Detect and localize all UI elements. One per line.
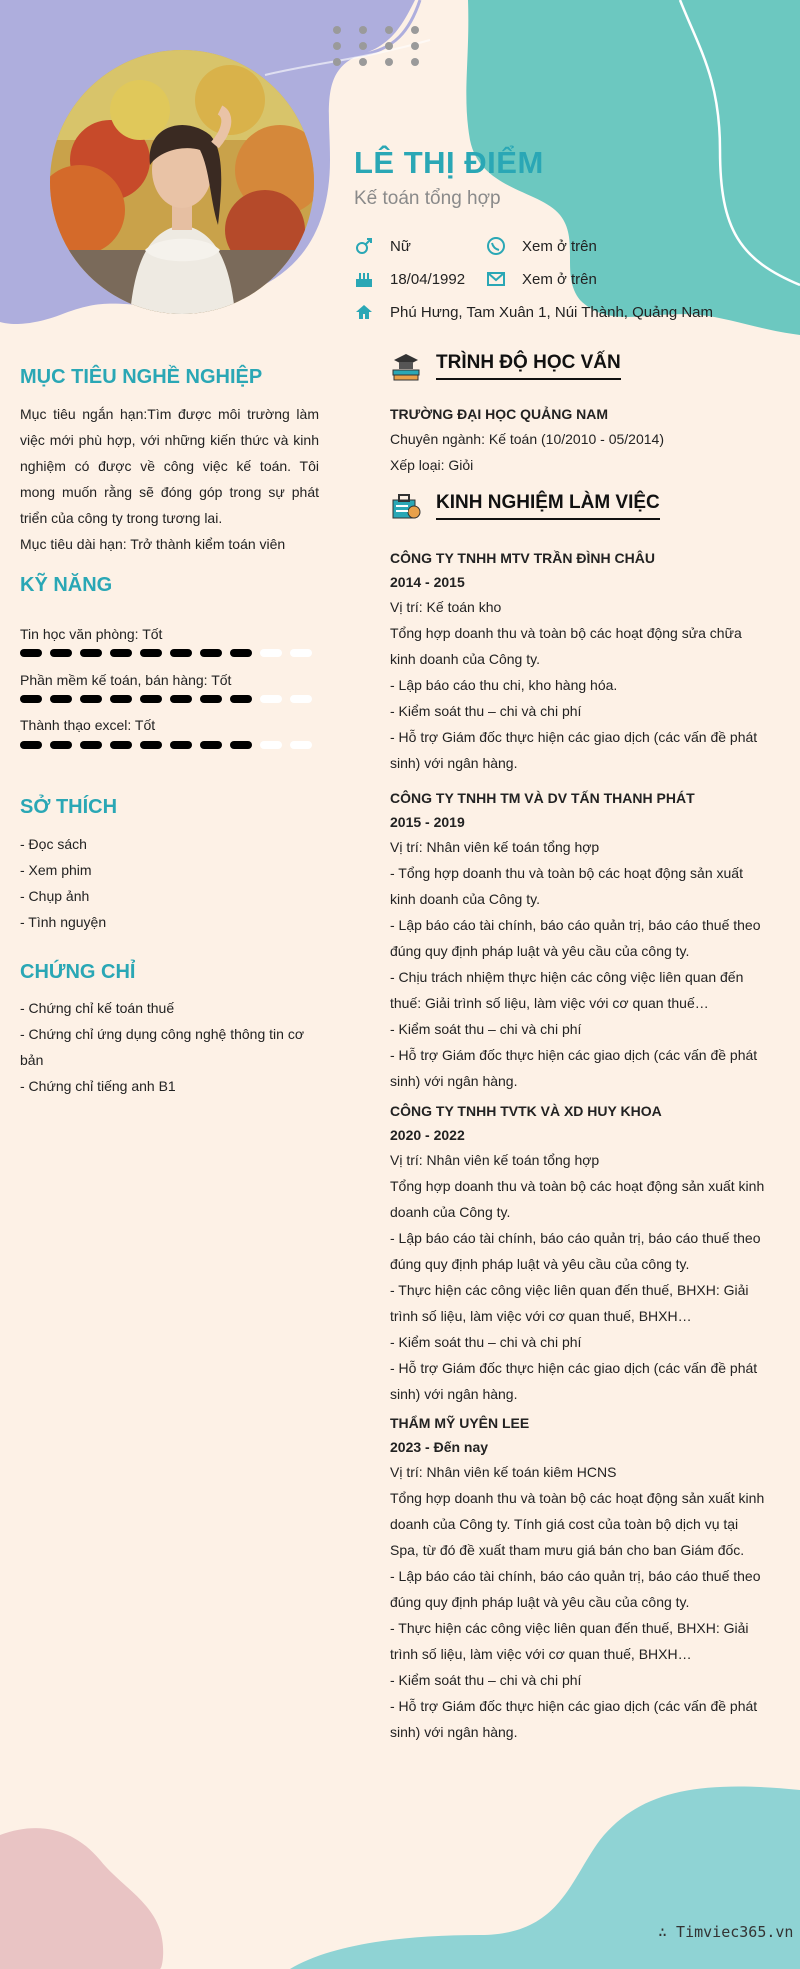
hobbies-title: SỞ THÍCH xyxy=(20,796,118,818)
skills-title: KỸ NĂNG xyxy=(20,574,113,596)
job-years: 2023 - Đến nay xyxy=(390,1439,489,1455)
hobby-item: - Chụp ảnh xyxy=(20,888,90,904)
job-line: - Chịu trách nhiệm thực hiện các công việc liên quan đến thuế: Giải trình số liệu, làm việc với cơ quan thuế… xyxy=(390,969,744,1011)
job-line: - Lập báo cáo tài chính, báo cáo quản trị, báo cáo thuế theo đúng quy định pháp luật và yêu cầu của công ty. xyxy=(390,1568,761,1610)
job-title: Kế toán tổng hợp xyxy=(354,188,501,209)
objective-short: Mục tiêu ngắn hạn:Tìm được môi trường làm việc mới phù hợp, với những kiến thức và kinh nghiệm có được về công việc kế toán. Tôi mong muốn rằng sẽ đóng góp trong sự phát triển của công ty trong tương lai. xyxy=(20,406,319,526)
phone-row xyxy=(486,236,597,256)
address-row xyxy=(354,302,713,322)
skill-dash-filled xyxy=(140,741,162,749)
skill-dash-filled xyxy=(110,649,132,657)
job-line: Tổng hợp doanh thu và toàn bộ các hoạt động sản xuất kinh doanh của Công ty. xyxy=(390,1178,765,1220)
job-line: - Hỗ trợ Giám đốc thực hiện các giao dịch (các vấn đề phát sinh) với ngân hàng. xyxy=(390,1360,758,1402)
cert-item: - Chứng chỉ tiếng anh B1 xyxy=(20,1078,176,1094)
job-company: THẨM MỸ UYÊN LEE xyxy=(390,1415,530,1431)
skill-dash-filled xyxy=(140,649,162,657)
hobby-item: - Tình nguyện xyxy=(20,914,107,930)
skill-1-label: Tin học văn phòng: Tốt xyxy=(20,626,163,642)
dob-value: 18/04/1992 xyxy=(390,270,466,288)
job-line: - Hỗ trợ Giám đốc thực hiện các giao dịch (các vấn đề phát sinh) với ngân hàng. xyxy=(390,1047,758,1089)
skill-dash-filled xyxy=(230,695,252,703)
job-line: - Kiểm soát thu – chi và chi phí xyxy=(390,1672,582,1688)
job-company: CÔNG TY TNHH TVTK VÀ XD HUY KHOA xyxy=(390,1103,662,1119)
experience-title: KINH NGHIỆM LÀM VIỆC xyxy=(436,492,660,520)
hobbies-list xyxy=(20,831,320,935)
skill-dash-filled xyxy=(80,741,102,749)
hobby-item: - Đọc sách xyxy=(20,836,87,852)
objective-long: Mục tiêu dài hạn: Trở thành kiểm toán viên xyxy=(20,536,286,552)
pink-blob xyxy=(0,1828,163,1969)
skill-dash-filled xyxy=(230,741,252,749)
job-line: - Lập báo cáo tài chính, báo cáo quản trị, báo cáo thuế theo đúng quy định pháp luật và yêu cầu của công ty. xyxy=(390,917,761,959)
skill-2-bar xyxy=(18,691,322,707)
briefcase-icon xyxy=(390,490,422,522)
job-4 xyxy=(390,1411,770,1745)
job-line: - Tổng hợp doanh thu và toàn bộ các hoạt động sản xuất kinh doanh của Công ty. xyxy=(390,865,743,907)
skill-dash-filled xyxy=(50,649,72,657)
bottom-teal-blob xyxy=(290,1787,800,1969)
job-years: 2015 - 2019 xyxy=(390,814,465,830)
skill-dash-filled xyxy=(20,741,42,749)
job-line: - Kiểm soát thu – chi và chi phí xyxy=(390,1021,582,1037)
cert-item: - Chứng chỉ kế toán thuế xyxy=(20,1000,175,1016)
certs-title: CHỨNG CHỈ xyxy=(20,961,136,983)
job-line: Vị trí: Nhân viên kế toán tổng hợp xyxy=(390,1152,600,1168)
education-grade: Xếp loại: Giỏi xyxy=(390,457,474,473)
job-line: - Lập báo cáo tài chính, báo cáo quản trị, báo cáo thuế theo đúng quy định pháp luật và yêu cầu của công ty. xyxy=(390,1230,761,1272)
skill-dash-filled xyxy=(50,695,72,703)
skill-dash-filled xyxy=(20,695,42,703)
skill-dash-empty xyxy=(260,649,282,657)
education-heading xyxy=(390,350,621,382)
job-years: 2020 - 2022 xyxy=(390,1127,465,1143)
skill-dash-filled xyxy=(110,695,132,703)
skill-dash-filled xyxy=(200,741,222,749)
job-line: - Lập báo cáo thu chi, kho hàng hóa. xyxy=(390,677,618,693)
phone-icon xyxy=(486,236,506,256)
email-value: Xem ở trên xyxy=(522,270,597,288)
job-line: - Hỗ trợ Giám đốc thực hiện các giao dịch (các vấn đề phát sinh) với ngân hàng. xyxy=(390,729,758,771)
skill-dash-empty xyxy=(290,649,312,657)
skill-1-bar xyxy=(18,645,322,661)
job-3 xyxy=(390,1099,770,1407)
mail-icon xyxy=(486,269,506,289)
cake-icon xyxy=(354,269,374,289)
job-2 xyxy=(390,786,770,1094)
skill-dash-filled xyxy=(80,695,102,703)
skill-dash-filled xyxy=(80,649,102,657)
skill-dash-filled xyxy=(170,741,192,749)
dob-row xyxy=(354,269,465,289)
gender-row xyxy=(354,236,411,256)
job-line: Vị trí: Kế toán kho xyxy=(390,599,502,615)
education-title: TRÌNH ĐỘ HỌC VẤN xyxy=(436,352,621,380)
certs-list xyxy=(20,995,330,1099)
skill-dash-filled xyxy=(110,741,132,749)
education-block xyxy=(390,402,770,478)
education-major: Chuyên ngành: Kế toán (10/2010 - 05/2014) xyxy=(390,431,664,447)
skill-dash-filled xyxy=(140,695,162,703)
skill-dash-filled xyxy=(230,649,252,657)
candidate-name: LÊ THỊ ĐIỂM xyxy=(354,145,544,180)
skill-dash-filled xyxy=(20,649,42,657)
profile-photo xyxy=(50,50,314,314)
job-line: Vị trí: Nhân viên kế toán kiêm HCNS xyxy=(390,1464,617,1480)
gender-icon xyxy=(354,236,374,256)
job-line: Tổng hợp doanh thu và toàn bộ các hoạt động sản xuất kinh doanh của Công ty. Tính giá cost của toàn bộ dịch vụ tại Spa, từ đó đề xuất tham mưu giá bán cho ban Giám đốc. xyxy=(390,1490,765,1558)
skill-dash-filled xyxy=(170,649,192,657)
skill-dash-filled xyxy=(200,695,222,703)
job-line: - Thực hiện các công việc liên quan đến thuế, BHXH: Giải trình số liệu, làm việc với cơ quan thuế, BHXH… xyxy=(390,1620,749,1662)
skill-3-label: Thành thạo excel: Tốt xyxy=(20,717,156,733)
skill-dash-empty xyxy=(290,695,312,703)
job-years: 2014 - 2015 xyxy=(390,574,465,590)
home-icon xyxy=(354,302,374,322)
job-line: Tổng hợp doanh thu và toàn bộ các hoạt động sửa chữa kinh doanh của Công ty. xyxy=(390,625,742,667)
job-company: CÔNG TY TNHH TM VÀ DV TẤN THANH PHÁT xyxy=(390,790,695,806)
gender-value: Nữ xyxy=(390,237,411,255)
job-line: - Kiểm soát thu – chi và chi phí xyxy=(390,703,582,719)
job-line: - Kiểm soát thu – chi và chi phí xyxy=(390,1334,582,1350)
address-value: Phú Hưng, Tam Xuân 1, Núi Thành, Quảng Nam xyxy=(390,303,714,321)
cert-item: - Chứng chỉ ứng dụng công nghệ thông tin cơ bản xyxy=(20,1026,304,1068)
skill-dash-filled xyxy=(200,649,222,657)
skill-dash-filled xyxy=(170,695,192,703)
email-row xyxy=(486,269,597,289)
skill-dash-empty xyxy=(260,741,282,749)
experience-heading xyxy=(390,490,660,522)
phone-value: Xem ở trên xyxy=(522,237,597,255)
school-name: TRƯỜNG ĐẠI HỌC QUẢNG NAM xyxy=(390,406,608,422)
job-1 xyxy=(390,546,770,776)
skill-2-label: Phần mềm kế toán, bán hàng: Tốt xyxy=(20,672,232,688)
site-logo[interactable]: ∴ Timviec365.vn xyxy=(658,1923,794,1941)
objective-title: MỤC TIÊU NGHỀ NGHIỆP xyxy=(20,366,263,388)
job-company: CÔNG TY TNHH MTV TRẦN ĐÌNH CHÂU xyxy=(390,550,655,566)
job-line: - Hỗ trợ Giám đốc thực hiện các giao dịch (các vấn đề phát sinh) với ngân hàng. xyxy=(390,1698,758,1740)
skill-dash-empty xyxy=(290,741,312,749)
skill-dash-empty xyxy=(260,695,282,703)
job-line: Vị trí: Nhân viên kế toán tổng hợp xyxy=(390,839,600,855)
hobby-item: - Xem phim xyxy=(20,862,92,878)
skill-3-bar xyxy=(18,737,322,753)
job-line: - Thực hiện các công việc liên quan đến thuế, BHXH: Giải trình số liệu, làm việc với cơ quan thuế, BHXH… xyxy=(390,1282,749,1324)
graduation-icon xyxy=(390,350,422,382)
skill-dash-filled xyxy=(50,741,72,749)
